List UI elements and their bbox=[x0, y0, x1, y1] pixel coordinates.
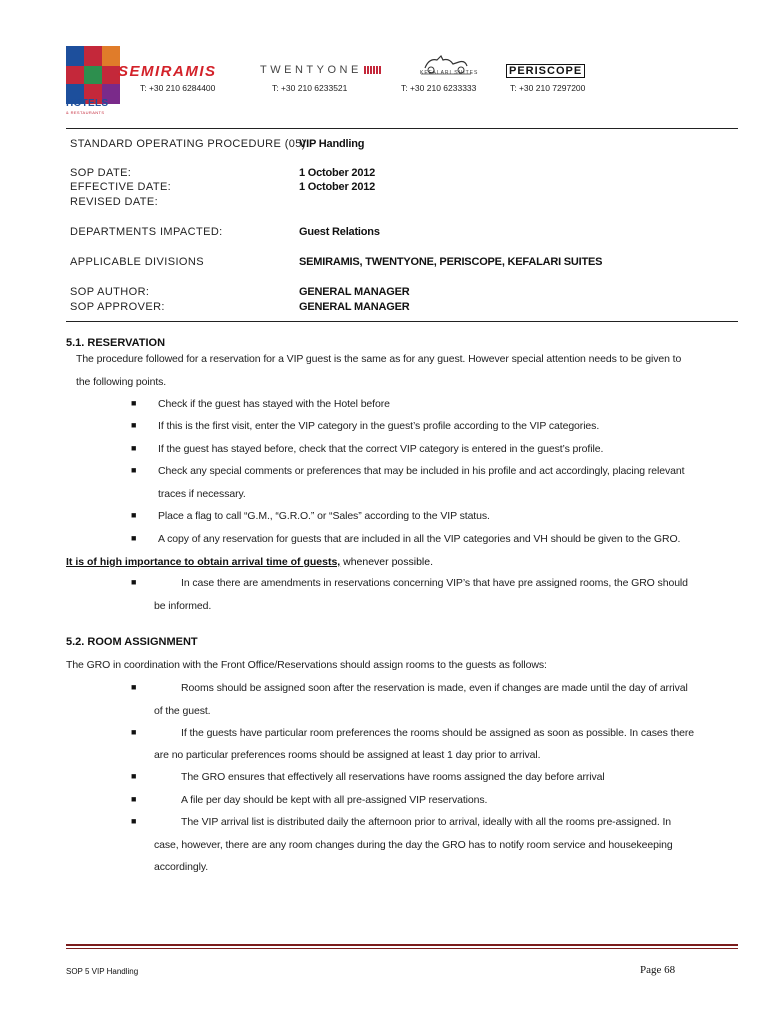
author-value: GENERAL MANAGER bbox=[299, 286, 410, 298]
bullet-icon: ■ bbox=[131, 771, 137, 781]
bullet-icon: ■ bbox=[131, 443, 137, 453]
logo-restaurants-text: & RESTAURANTS bbox=[66, 110, 105, 115]
reservation-bullet-4-cont: traces if necessary. bbox=[158, 488, 246, 500]
divisions-value: SEMIRAMIS, TWENTYONE, PERISCOPE, KEFALARI SUITES bbox=[299, 256, 603, 268]
sop-date-value: 1 October 2012 bbox=[299, 167, 376, 179]
room-line-8: case, however, there are any room changes during the day the GRO has to notify room service and housekeeping bbox=[154, 839, 673, 851]
phone-periscope: T: +30 210 7297200 bbox=[510, 83, 586, 93]
sop-date-label: SOP DATE: bbox=[70, 167, 132, 179]
reservation-intro-line2: the following points. bbox=[76, 376, 167, 388]
room-line-3: If the guests have particular room preferences the rooms should be assigned as soon as possible. In cases there bbox=[181, 727, 695, 739]
yes-hotels-logo bbox=[66, 46, 120, 104]
reservation-bullet-4: Check any special comments or preferences that may be included in his profile and act accordingly, placing relevant bbox=[158, 465, 685, 477]
logo-hotels-text: HOTELS bbox=[66, 98, 109, 109]
footer-rule-thin bbox=[66, 948, 738, 949]
room-line-1: Rooms should be assigned soon after the reservation is made, even if changes are made until the day of arrival bbox=[181, 682, 688, 694]
amendments-line2: be informed. bbox=[154, 600, 212, 612]
bullet-icon: ■ bbox=[131, 816, 137, 826]
bullet-icon: ■ bbox=[131, 682, 137, 692]
bullet-icon: ■ bbox=[131, 398, 137, 408]
info-divider bbox=[66, 321, 738, 322]
author-label: SOP AUTHOR: bbox=[70, 286, 150, 298]
room-assignment-intro: The GRO in coordination with the Front Office/Reservations should assign rooms to the guests as follows: bbox=[66, 659, 547, 671]
departments-label: DEPARTMENTS IMPACTED: bbox=[70, 226, 223, 238]
room-line-7: The VIP arrival list is distributed daily the afternoon prior to arrival, ideally with all the rooms pre-assigned. In bbox=[181, 816, 672, 828]
effective-date-label: EFFECTIVE DATE: bbox=[70, 181, 172, 193]
reservation-bullet-6: A copy of any reservation for guests that are included in all the VIP categories and VH should be given to the GRO. bbox=[158, 533, 681, 545]
bullet-icon: ■ bbox=[131, 510, 137, 520]
room-line-2: of the guest. bbox=[154, 705, 211, 717]
brand-twentyone-text: TWENTYONE bbox=[260, 64, 362, 76]
brand-twentyone bbox=[260, 64, 382, 76]
phone-semiramis: T: +30 210 6284400 bbox=[140, 83, 216, 93]
brand-periscope: PERISCOPE bbox=[506, 64, 585, 78]
brand-kefalari: KEFALARI SUITES bbox=[420, 70, 479, 76]
section-room-assignment-title: 5.2. ROOM ASSIGNMENT bbox=[66, 636, 198, 648]
room-line-4: are no particular preferences rooms should be assigned at least 1 day prior to arrival. bbox=[154, 749, 541, 761]
procedure-value: VIP Handling bbox=[299, 138, 365, 150]
phone-twentyone: T: +30 210 6233521 bbox=[272, 83, 348, 93]
footer-page-number: Page 68 bbox=[640, 964, 676, 976]
bullet-icon: ■ bbox=[131, 533, 137, 543]
approver-label: SOP APPROVER: bbox=[70, 301, 165, 313]
effective-date-value: 1 October 2012 bbox=[299, 181, 376, 193]
phone-kefalari: T: +30 210 6233333 bbox=[401, 83, 477, 93]
bullet-icon: ■ bbox=[131, 420, 137, 430]
room-line-6: A file per day should be kept with all pre-assigned VIP reservations. bbox=[181, 794, 488, 806]
reservation-bullet-1: Check if the guest has stayed with the Hotel before bbox=[158, 398, 390, 410]
header-divider bbox=[66, 128, 738, 129]
footer-document-title: SOP 5 VIP Handling bbox=[66, 967, 139, 976]
reservation-bullet-5: Place a flag to call “G.M., “G.R.O.” or “Sales” according to the VIP status. bbox=[158, 510, 490, 522]
twentyone-grid-icon bbox=[364, 66, 382, 74]
bullet-icon: ■ bbox=[131, 727, 137, 737]
arrival-time-rest: whenever possible. bbox=[340, 556, 434, 568]
procedure-label: STANDARD OPERATING PROCEDURE (05): bbox=[70, 138, 310, 150]
brand-semiramis: SEMIRAMIS bbox=[118, 63, 217, 80]
reservation-bullet-2: If this is the first visit, enter the VIP category in the guest’s profile according to the VIP categories. bbox=[158, 420, 600, 432]
revised-date-label: REVISED DATE: bbox=[70, 196, 159, 208]
footer-rule-thick bbox=[66, 944, 738, 946]
room-line-5: The GRO ensures that effectively all reservations have rooms assigned the day before arrival bbox=[181, 771, 605, 783]
bullet-icon: ■ bbox=[131, 577, 137, 587]
bullet-icon: ■ bbox=[131, 465, 137, 475]
reservation-intro-line1: The procedure followed for a reservation for a VIP guest is the same as for any guest. However special attention needs to be given to bbox=[76, 353, 682, 365]
departments-value: Guest Relations bbox=[299, 226, 380, 238]
bullet-icon: ■ bbox=[131, 794, 137, 804]
arrival-time-emphasis: It is of high importance to obtain arrival time of guests, bbox=[66, 556, 341, 568]
amendments-line1: In case there are amendments in reservations concerning VIP’s that have pre assigned rooms, the GRO should bbox=[181, 577, 688, 589]
section-reservation-title: 5.1. RESERVATION bbox=[66, 337, 166, 349]
arrival-time-note bbox=[66, 556, 433, 568]
room-line-9: accordingly. bbox=[154, 861, 209, 873]
approver-value: GENERAL MANAGER bbox=[299, 301, 410, 313]
divisions-label: APPLICABLE DIVISIONS bbox=[70, 256, 204, 268]
reservation-bullet-3: If the guest has stayed before, check that the correct VIP category is entered in the guest’s profile. bbox=[158, 443, 604, 455]
letterhead bbox=[66, 40, 706, 120]
